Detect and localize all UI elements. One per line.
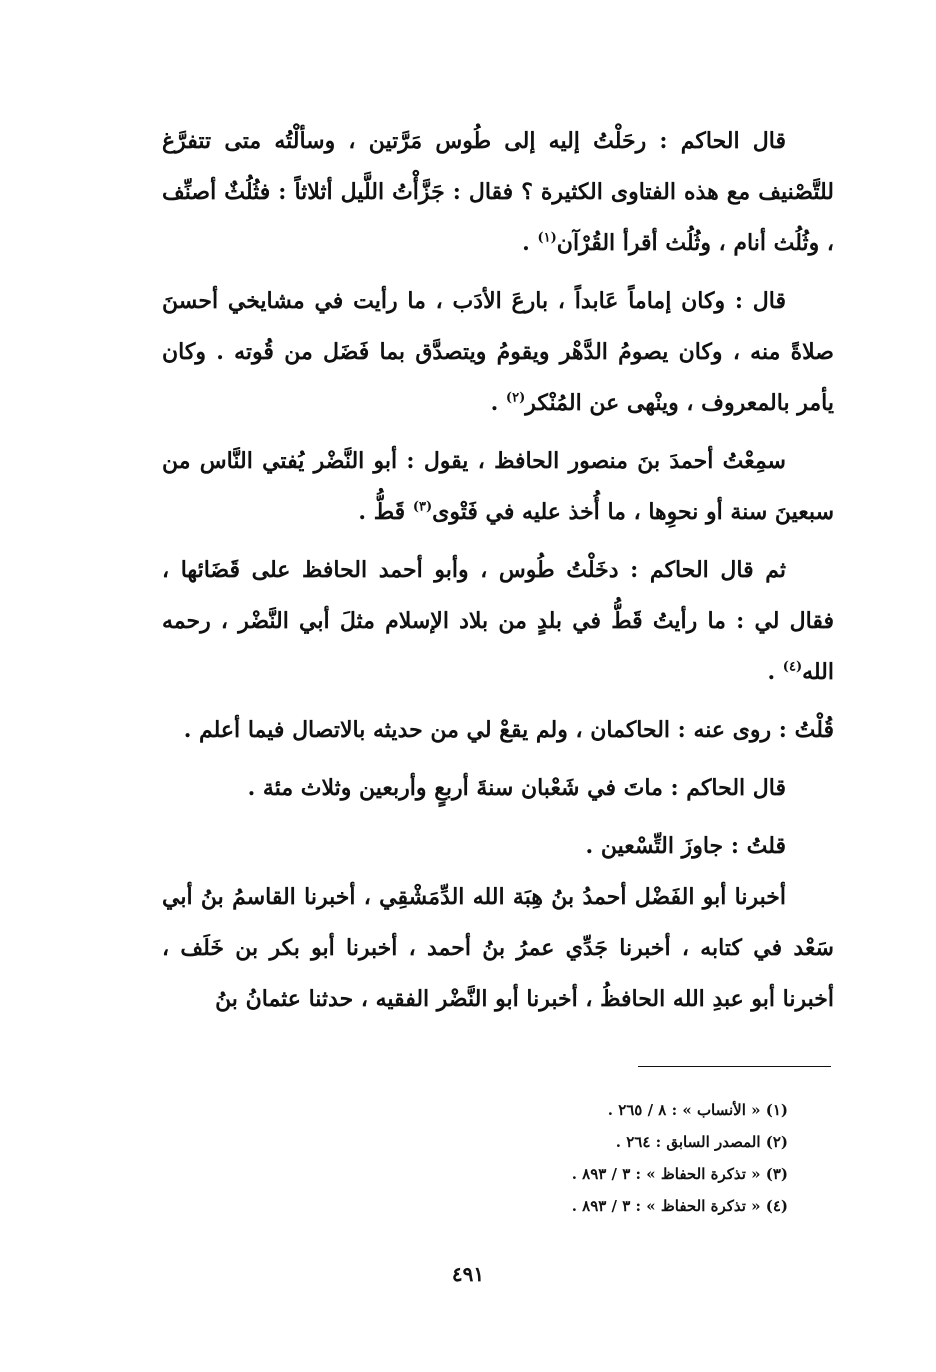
paragraph-tail: . xyxy=(767,659,783,685)
footnote-ref-2: (٢) xyxy=(505,390,526,406)
paragraph-tail: قَطُّ . xyxy=(358,499,413,525)
footnote-4: (٤) « تذكرة الحفاظ » : ٣ / ٨٩٣ . xyxy=(571,1197,788,1215)
paragraph-text: قال الحاكم : ماتَ في شَعْبان سنةَ أربعٍ وأربعين وثلاث مئة . xyxy=(247,775,786,801)
footnote-separator xyxy=(638,1066,831,1067)
paragraph-text: قال الحاكم : رحَلْتُ إليه إلى طُوس مَرَّتين ، وسألْتُه متى تتفرَّغ للتَّصْنيف مع هذه الفتاوى الكثيرة ؟ فقال : جَزَّأْتُ اللَّيل أثلاثاً : فثُلُثٌ أصنِّف ، وثُلُث أنام ، وثُلُث أقرأ القُرْآن xyxy=(162,128,834,256)
paragraph-4 xyxy=(162,545,834,698)
paragraph-3 xyxy=(162,436,834,538)
page-number: ٤٩١ xyxy=(451,1262,485,1286)
paragraph-6 xyxy=(162,763,834,814)
paragraph-tail: . xyxy=(490,390,506,416)
footnote-1: (١) « الأنساب » : ٨ / ٢٦٥ . xyxy=(607,1101,788,1119)
paragraph-text: قال : وكان إماماً عَابداً ، بارعَ الأدَب ، ما رأيت في مشايخي أحسنَ صلاةً منه ، وكان يصومُ الدَّهْر ويقومُ ويتصدَّق بما فَضَل من قُوته . وكان يأمر بالمعروف ، وينْهى عن المُنْكر xyxy=(162,288,834,416)
footnote-ref-1: (١) xyxy=(537,230,557,246)
paragraph-1 xyxy=(162,116,834,269)
paragraph-text: ثم قال الحاكم : دخَلْتُ طُوس ، وأبو أحمد الحافظ على قَضَائها ، فقال لي : ما رأيتُ قَطُّ في بلدٍ من بلاد الإسلام مثلَ أبي النَّضْر ، رحمه الله xyxy=(162,557,834,685)
paragraph-text: أخبرنا أبو الفَضْل أحمدُ بنُ هِبَة الله الدِّمَشْقِي ، أخبرنا القاسمُ بنُ أبي سَعْد في كتابه ، أخبرنا جَدِّي عمرُ بنُ أحمد ، أخبرنا أبو بكر بن خَلَف ، أخبرنا أبو عبدِ الله الحافظُ ، أخبرنا أبو النَّضْر الفقيه ، حدثنا عثمانُ بنُ xyxy=(162,884,834,1012)
paragraph-5 xyxy=(162,705,834,756)
footnote-2: (٢) المصدر السابق : ٢٦٤ . xyxy=(615,1133,788,1151)
paragraph-8 xyxy=(162,872,834,1025)
paragraph-2 xyxy=(162,276,834,429)
paragraph-tail: . xyxy=(522,230,538,256)
paragraph-text: قلتُ : جاوزَ التِّسْعين . xyxy=(585,833,786,859)
footnotes xyxy=(300,1094,788,1222)
main-text xyxy=(162,116,834,1025)
footnote-ref-4: (٤) xyxy=(782,659,803,675)
footnote-ref-3: (٣) xyxy=(412,499,433,515)
paragraph-text: سمِعْتُ أحمدَ بنَ منصور الحافظ ، يقول : أبو النَّضْر يُفتي النَّاس من سبعينَ سنة أو نحوِها ، ما أُخذ عليه في فَتْوى xyxy=(162,448,834,525)
footnote-3: (٣) « تذكرة الحفاظ » : ٣ / ٨٩٣ . xyxy=(571,1165,788,1183)
paragraph-7 xyxy=(162,821,834,872)
paragraph-text: قُلْتُ : روى عنه : الحاكمان ، ولم يقعْ لي من حديثه بالاتصال فيما أعلم . xyxy=(183,717,834,743)
